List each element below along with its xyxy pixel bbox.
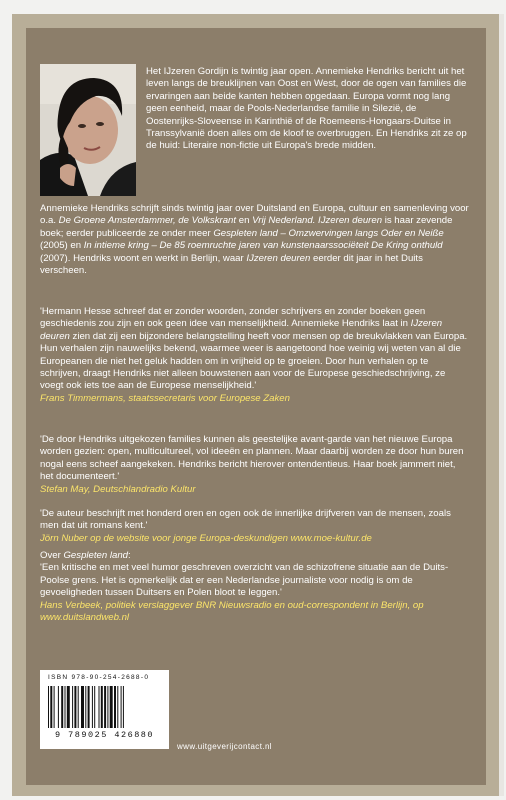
barcode-bar xyxy=(48,686,49,728)
bio-text: eerder dit jaar in het Duits verscheen. xyxy=(40,252,423,277)
barcode-bar xyxy=(85,686,86,728)
bio-text: (2005) en xyxy=(40,240,84,252)
bio-publication: Vrij Nederland. xyxy=(252,215,316,227)
bio-book-title: In intieme kring – De 85 roemruchte jaren van kunstenaarssociëteit De Kring onthuld xyxy=(83,240,443,252)
quote-attribution: Jörn Nuber op de website voor jonge Europa-deskundigen www.moe-kultur.de xyxy=(40,532,372,544)
barcode-bar xyxy=(121,686,122,728)
barcode-bar xyxy=(110,686,113,728)
quote-nuber xyxy=(40,508,470,545)
quote-label: Over xyxy=(40,550,64,561)
intro-paragraph: Het IJzeren Gordijn is twintig jaar open. Annemieke Hendriks bericht uit het leven langs de breuklijnen van Oost en West, door de ogen van families die ervaringen aan beide kanten hebben opgedaan. Europa vormt nog lang geen eenheid, maar de Pools-Nederlandse familie in Silezië, de Oostenrijks-Sloveense in Karinthië of de Roemeens-Hongaars-Duitse in Transsylvanië doen alles om de kloof te overbruggen. En Hendriks zit ze op de huid: Literaire non-fictie uit Europa's brede midden. xyxy=(146,66,467,152)
quote-verbeek xyxy=(40,550,470,624)
author-bio xyxy=(40,203,470,277)
barcode-bars xyxy=(44,686,165,730)
publisher-website: www.uitgeverijcontact.nl xyxy=(177,742,272,751)
bio-book-title: Gespleten land – Omzwervingen langs Oder en Neiße xyxy=(213,227,444,239)
quote-label: : xyxy=(128,550,131,561)
quote-text: zien dat zij een bijzondere belangstelling heeft voor mensen op de breukvlakken van Europa. Hun verhalen zijn nauwelijks bekend, waarmee weer is aangetoond hoe weinig wij weten van al die Europeanen die niet het geluk hadden om in vrijheid op te groeien. Door hun verhalen op te schrijven, draagt Hendriks niet alleen bouwstenen aan voor de Europese geschiedschrijving, ze voegt ook iets toe aan de Europese menselijkheid.' xyxy=(40,330,468,392)
bio-text: Annemieke Hendriks schrijft sinds twintig jaar over Duitsland en Europa, cultuur en samenleving voor o.a. xyxy=(40,203,469,227)
bio-publications: De Groene Amsterdammer, de Volkskrant xyxy=(58,215,237,227)
barcode-bar xyxy=(99,686,100,728)
isbn-label: ISBN 978-90-254-2688-0 xyxy=(48,674,150,681)
barcode-bar xyxy=(54,686,55,728)
barcode-bar xyxy=(65,686,66,728)
barcode-bar xyxy=(101,686,103,728)
quote-book-title: Gespleten land xyxy=(63,550,129,561)
quote-text: 'Hermann Hesse schreef dat er zonder woorden, zonder schrijvers en zonder boeken geen geschiedenis zou zijn en ook geen idee van menselijkheid. Annemieke Hendriks laat in xyxy=(40,306,426,330)
barcode-bar xyxy=(61,686,63,728)
barcode-bar xyxy=(104,686,106,728)
barcode xyxy=(40,670,169,749)
quote-text: 'De auteur beschrijft met honderd oren en ogen ook de innerlijke drijfveren van de mensen, zoals men dat uit romans kent.' xyxy=(40,508,451,532)
page-edge xyxy=(499,14,504,796)
barcode-bar xyxy=(88,686,90,728)
barcode-bar xyxy=(50,686,52,728)
quote-text: 'Een kritische en met veel humor geschreven overzicht van de schizofrene situatie aan de Duits-Poolse grens. Het is opmerkelijk dat er een Nederlandse journaliste voor nodig is om de gevoeligheden tussen Duitsers en Polen bloot te leggen.' xyxy=(40,562,449,599)
bio-book-title: IJzeren deuren xyxy=(318,215,383,227)
barcode-bar xyxy=(92,686,93,728)
barcode-bar xyxy=(74,686,76,728)
barcode-bar xyxy=(72,686,73,728)
author-photo xyxy=(40,64,136,196)
barcode-bar xyxy=(81,686,84,728)
barcode-bar xyxy=(107,686,108,728)
quote-timmermans xyxy=(40,306,470,405)
barcode-bar xyxy=(78,686,79,728)
quote-text: 'De door Hendriks uitgekozen families kunnen als geestelijke avant-garde van het nieuwe Europa worden gezien: open, multicultureel, vol ideeën en plannen. Maar daarbij worden ze door hun buren nogal eens scheef aangekeken. Hendriks bericht hierover ontendentieus. Haar boek jammert niet, het documenteert.' xyxy=(40,434,464,483)
bio-text: (2007). Hendriks woont en werkt in Berlijn, waar xyxy=(40,252,247,264)
barcode-bar xyxy=(114,686,116,728)
quote-attribution: Hans Verbeek, politiek verslaggever BNR Nieuwsradio en oud-correspondent in Berlijn, op www.duitslandweb.nl xyxy=(40,599,424,624)
quote-attribution: Stefan May, Deutschlandradio Kultur xyxy=(40,483,196,495)
barcode-bar xyxy=(94,686,95,728)
bio-text: en xyxy=(236,215,253,227)
barcode-digits: 9 789025 426880 xyxy=(54,730,154,740)
barcode-bar xyxy=(58,686,59,728)
quote-attribution: Frans Timmermans, staatssecretaris voor Europese Zaken xyxy=(40,392,290,404)
barcode-bar xyxy=(117,686,118,728)
bio-text: is haar zevende boek; eerder publiceerde ze onder meer xyxy=(40,215,453,239)
bio-book-title: IJzeren deuren xyxy=(246,252,311,264)
quote-book-title: IJzeren deuren xyxy=(40,318,443,342)
barcode-bar xyxy=(123,686,124,728)
quote-may xyxy=(40,434,470,496)
barcode-bar xyxy=(67,686,70,728)
